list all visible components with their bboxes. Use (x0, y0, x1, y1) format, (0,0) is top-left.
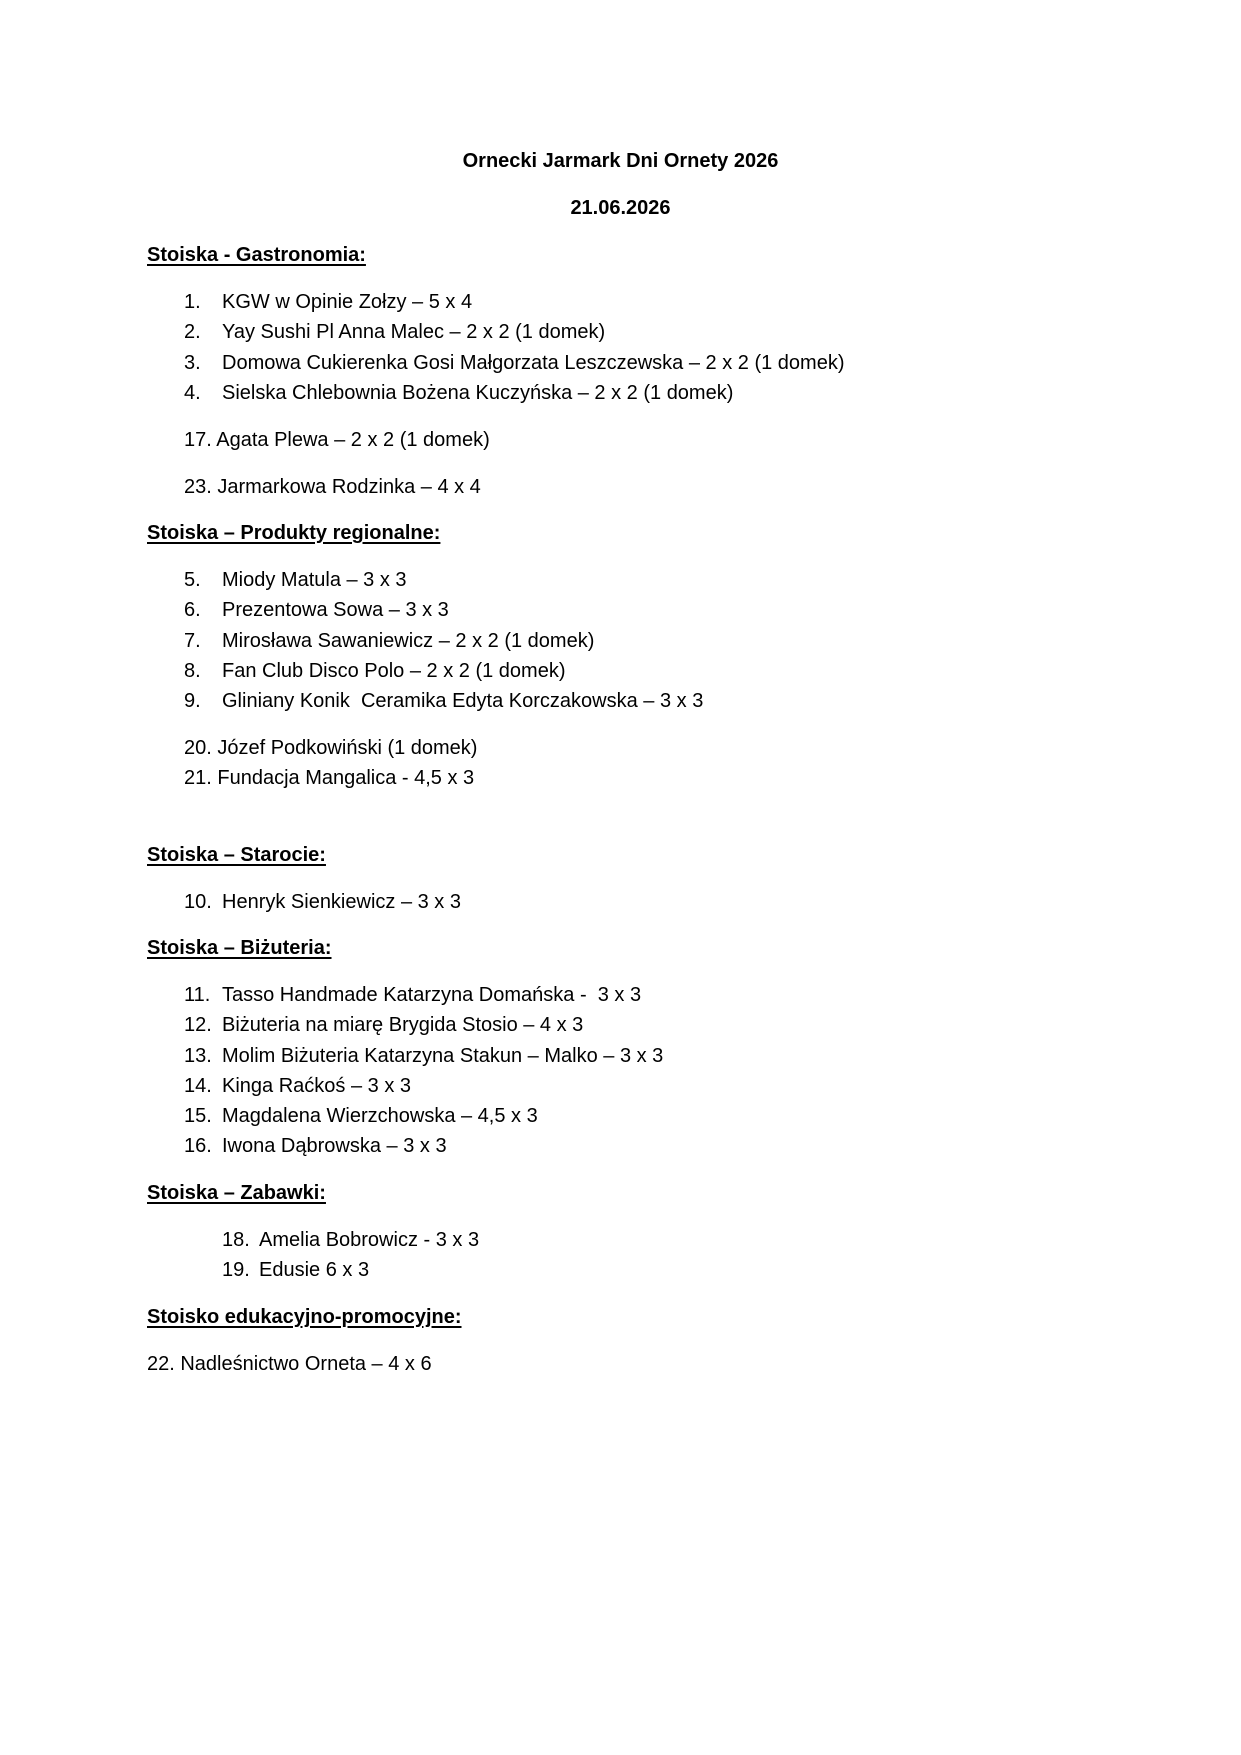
section-heading-regionalne: Stoiska – Produkty regionalne: (147, 522, 441, 544)
list-item-text: Sielska Chlebownia Bożena Kuczyńska – 2 x 2 (1 domek) (222, 382, 734, 404)
list-item: 17. Agata Plewa – 2 x 2 (1 domek) (184, 429, 490, 451)
list-item-number: 13. (184, 1045, 212, 1067)
list-item (222, 1228, 479, 1252)
list-item-number: 10. (184, 891, 212, 913)
list-item (184, 290, 472, 314)
list-item-text: KGW w Opinie Zołzy – 5 x 4 (222, 291, 473, 313)
list-item-number: 3. (184, 352, 201, 374)
document-title: Ornecki Jarmark Dni Ornety 2026 (462, 150, 779, 172)
list-item-number: 19. (222, 1259, 250, 1281)
list-item-number: 1. (184, 291, 201, 313)
list-item-text: Prezentowa Sowa – 3 x 3 (222, 599, 449, 621)
list-item-text: Biżuteria na miarę Brygida Stosio – 4 x 3 (222, 1014, 584, 1036)
list-item (184, 1013, 583, 1037)
document-date: 21.06.2026 (570, 197, 671, 219)
list-item: 22. Nadleśnictwo Orneta – 4 x 6 (147, 1353, 432, 1375)
list-item-number: 12. (184, 1014, 212, 1036)
list-item-number: 15. (184, 1105, 212, 1127)
list-item-text: Henryk Sienkiewicz – 3 x 3 (222, 891, 461, 913)
list-item-text: Domowa Cukierenka Gosi Małgorzata Leszczewska – 2 x 2 (1 domek) (222, 352, 845, 374)
list-item: 21. Fundacja Mangalica - 4,5 x 3 (184, 767, 475, 789)
list-item-number: 11. (184, 984, 211, 1006)
list-item-text: Iwona Dąbrowska – 3 x 3 (222, 1135, 447, 1157)
list-item (184, 983, 641, 1007)
section-heading-bizuteria: Stoiska – Biżuteria: (147, 937, 332, 959)
list-item-number: 14. (184, 1075, 212, 1097)
list-item (184, 629, 594, 653)
list-item-text: Miody Matula – 3 x 3 (222, 569, 407, 591)
list-item-text: Magdalena Wierzchowska – 4,5 x 3 (222, 1105, 538, 1127)
section-heading-gastronomia: Stoiska - Gastronomia: (147, 244, 366, 266)
list-item-number: 18. (222, 1229, 250, 1251)
list-item (184, 568, 407, 592)
list-item-number: 6. (184, 599, 201, 621)
section-heading-zabawki: Stoiska – Zabawki: (147, 1182, 326, 1204)
list-item (184, 1134, 447, 1158)
list-item-number: 8. (184, 660, 201, 682)
list-item (184, 1074, 411, 1098)
section-heading-edukacyjne: Stoisko edukacyjno-promocyjne: (147, 1306, 462, 1328)
list-item (222, 1258, 369, 1282)
list-item-number: 7. (184, 630, 201, 652)
list-item (184, 351, 844, 375)
list-item-text: Molim Biżuteria Katarzyna Stakun – Malko – 3 x 3 (222, 1045, 664, 1067)
list-item (184, 1104, 538, 1128)
list-item-number: 16. (184, 1135, 212, 1157)
list-item-number: 9. (184, 690, 201, 712)
list-item-text: Yay Sushi Pl Anna Malec – 2 x 2 (1 domek) (222, 321, 606, 343)
list-item (184, 689, 703, 713)
list-item-text: Edusie 6 x 3 (259, 1259, 370, 1281)
list-item (184, 1044, 663, 1068)
list-item-text: Fan Club Disco Polo – 2 x 2 (1 domek) (222, 660, 566, 682)
list-item-text: Amelia Bobrowicz - 3 x 3 (259, 1229, 480, 1251)
list-item-number: 4. (184, 382, 201, 404)
list-item-text: Mirosława Sawaniewicz – 2 x 2 (1 domek) (222, 630, 595, 652)
list-item-number: 5. (184, 569, 201, 591)
list-item (184, 659, 566, 683)
list-item (184, 890, 461, 914)
list-item: 23. Jarmarkowa Rodzinka – 4 x 4 (184, 476, 481, 498)
list-item-text: Tasso Handmade Katarzyna Domańska - 3 x 3 (222, 984, 642, 1006)
list-item (184, 320, 605, 344)
section-heading-starocie: Stoiska – Starocie: (147, 844, 326, 866)
list-item (184, 598, 449, 622)
list-item: 20. Józef Podkowiński (1 domek) (184, 737, 478, 759)
list-item-number: 2. (184, 321, 201, 343)
list-item-text: Gliniany Konik Ceramika Edyta Korczakowska – 3 x 3 (222, 690, 704, 712)
list-item (184, 381, 733, 405)
list-item-text: Kinga Raćkoś – 3 x 3 (222, 1075, 411, 1097)
